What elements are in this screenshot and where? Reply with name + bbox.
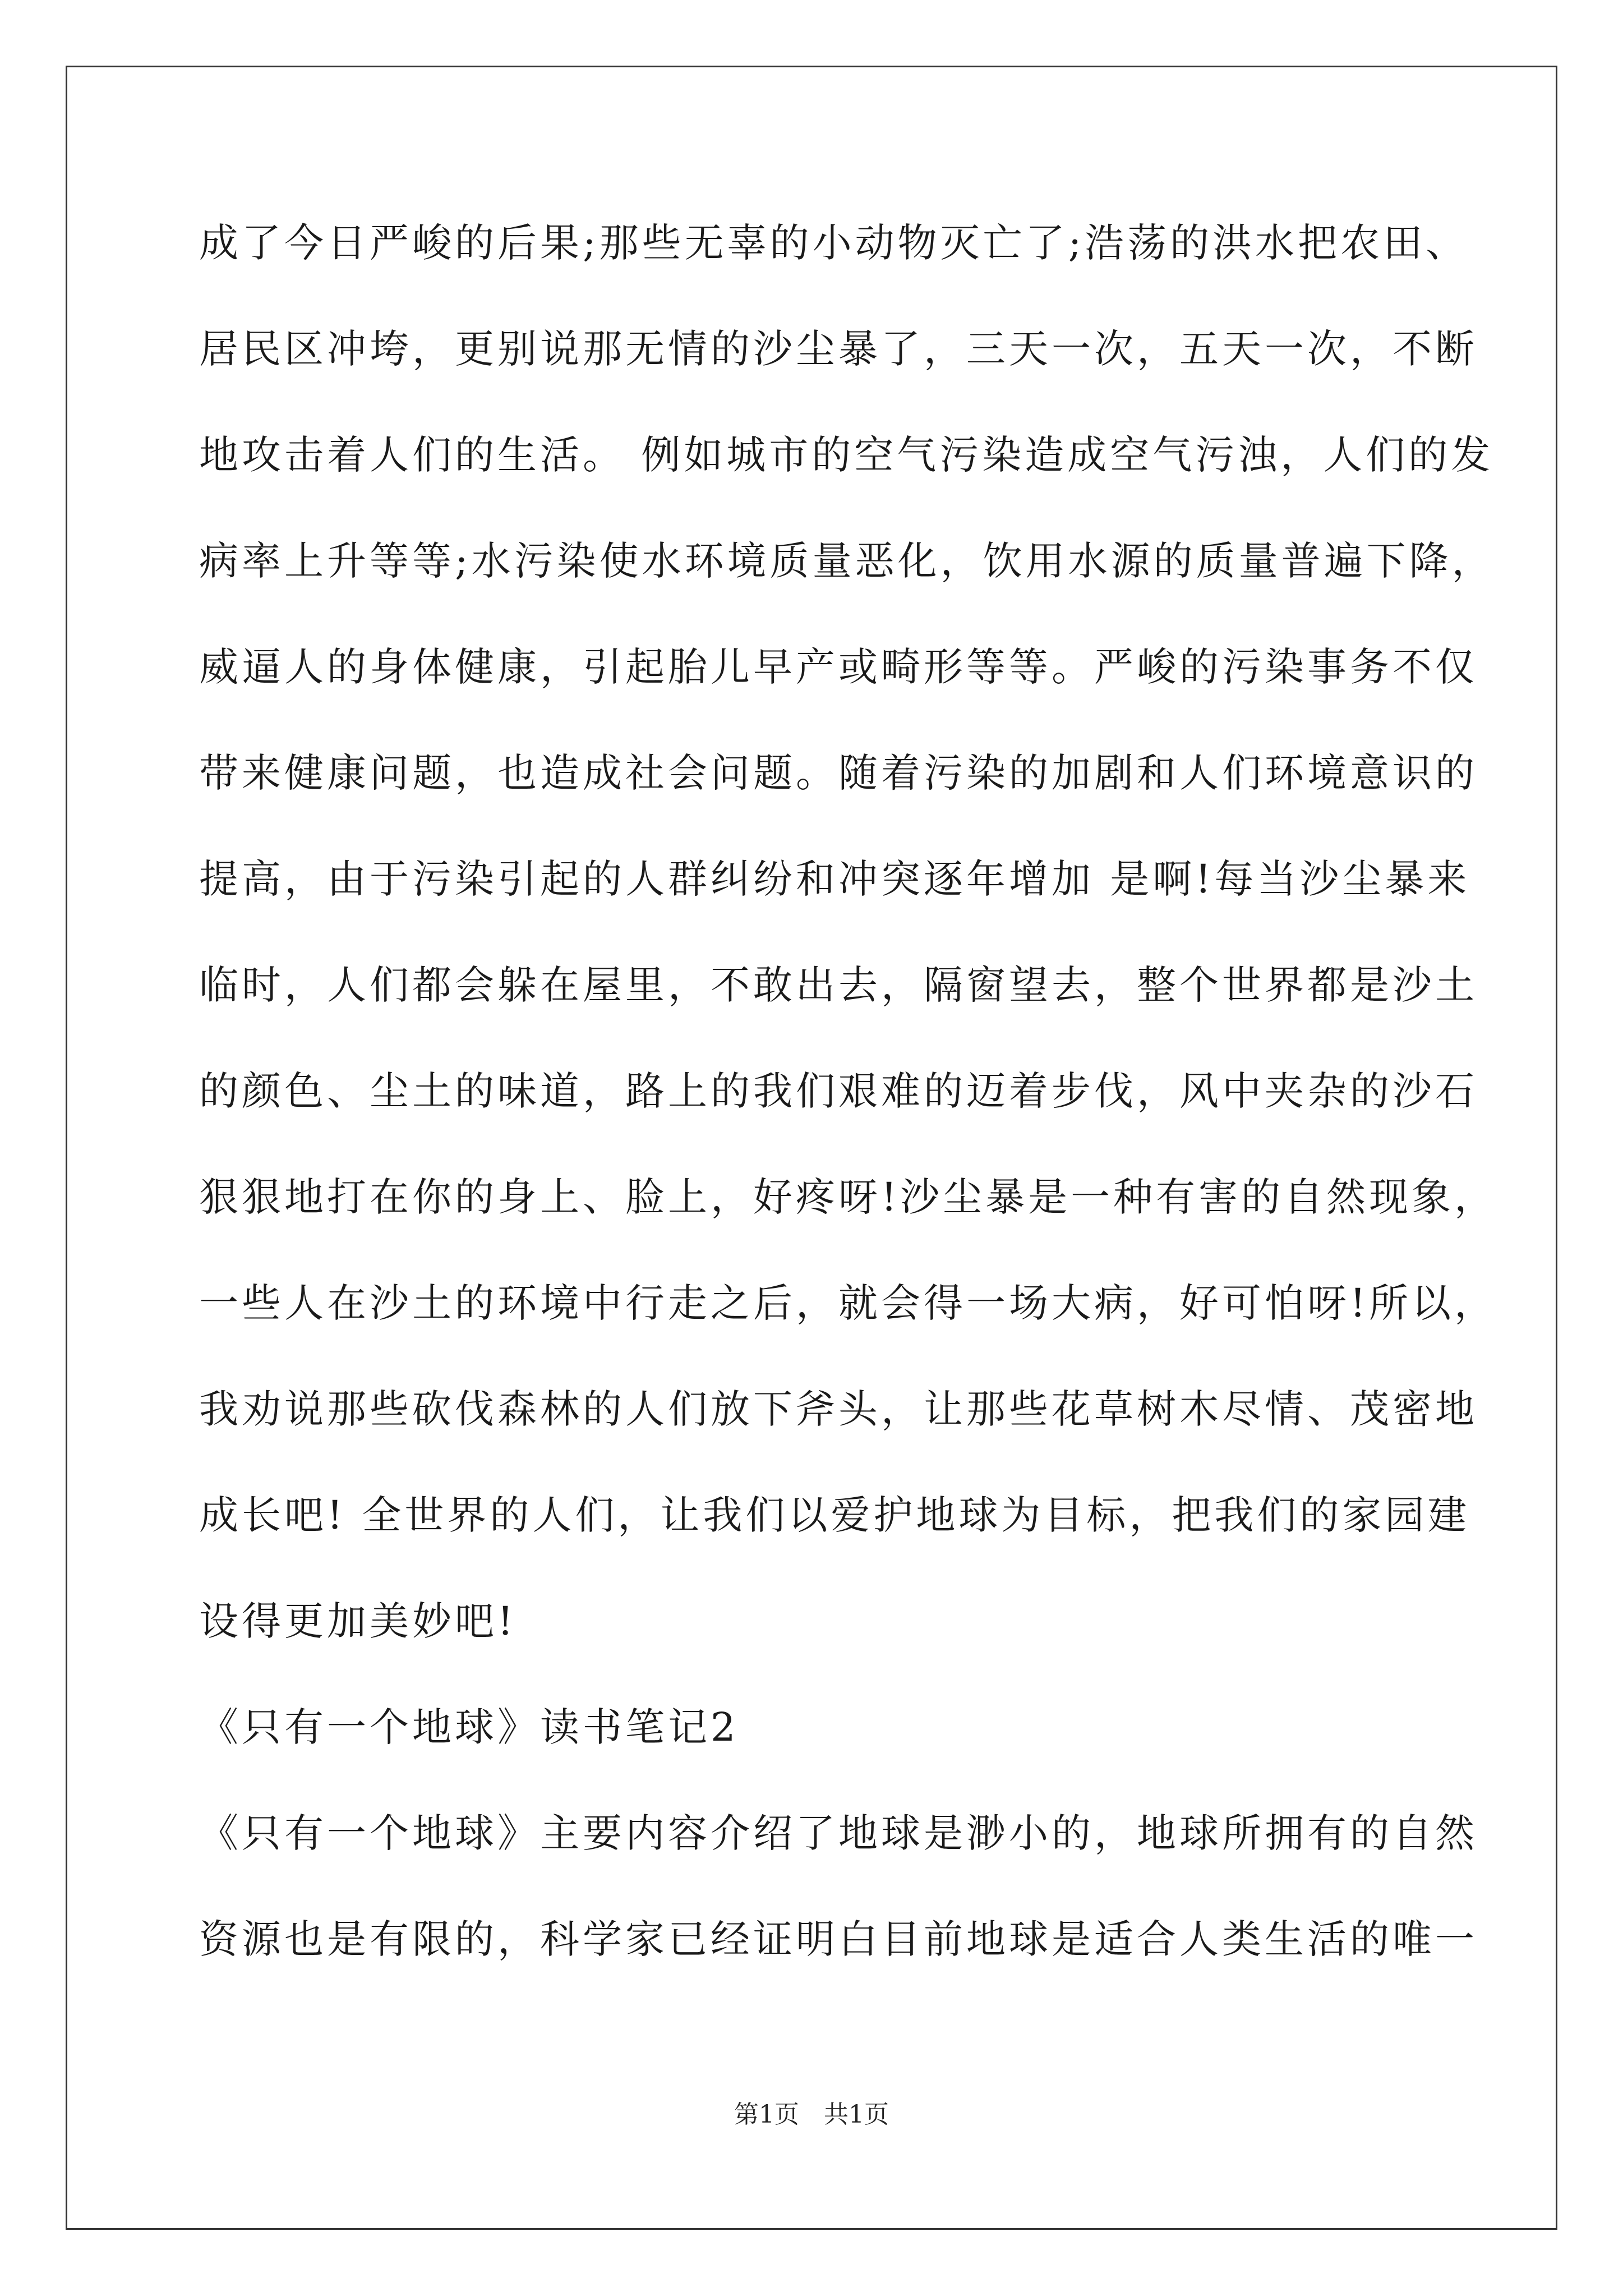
text-line: 病率上升等等;水污染使水环境质量恶化，饮用水源的质量普遍下降， bbox=[199, 538, 1495, 584]
text-line: 成了今日严峻的后果;那些无辜的小动物灭亡了;浩荡的洪水把农田、 bbox=[199, 220, 1469, 266]
text-line: 的颜色、尘土的味道，路上的我们艰难的迈着步伐，风中夹杂的沙石 bbox=[199, 1068, 1478, 1114]
text-line: 威逼人的身体健康，引起胎儿早产或畸形等等。严峻的污染事务不仅 bbox=[199, 644, 1478, 690]
page-number: 第1页 共1页 bbox=[734, 2100, 889, 2129]
text-line: 居民区冲垮，更别说那无情的沙尘暴了，三天一次，五天一次，不断 bbox=[199, 326, 1478, 372]
text-line: 我劝说那些砍伐森林的人们放下斧头，让那些花草树木尽情、茂密地 bbox=[199, 1386, 1478, 1432]
text-line: 成长吧! 全世界的人们，让我们以爱护地球为目标，把我们的家园建 bbox=[199, 1492, 1470, 1538]
text-line: 临时，人们都会躲在屋里，不敢出去，隔窗望去，整个世界都是沙土 bbox=[199, 962, 1478, 1008]
section-heading: 《只有一个地球》读书笔记2 bbox=[199, 1704, 739, 1750]
text-line: 地攻击着人们的生活。 例如城市的空气污染造成空气污浊，人们的发 bbox=[199, 432, 1494, 478]
text-line: 狠狠地打在你的身上、脸上，好疼呀!沙尘暴是一种有害的自然现象， bbox=[199, 1174, 1497, 1220]
text-line: 一些人在沙土的环境中行走之后，就会得一场大病，好可怕呀!所以， bbox=[199, 1280, 1497, 1326]
document-body bbox=[199, 216, 1497, 2018]
text-line: 资源也是有限的，科学家已经证明白目前地球是适合人类生活的唯一 bbox=[199, 1916, 1478, 1962]
text-line: 提高，由于污染引起的人群纠纷和冲突逐年增加 是啊!每当沙尘暴来 bbox=[199, 856, 1470, 902]
text-line: 设得更加美妙吧! bbox=[199, 1598, 517, 1644]
text-line: 带来健康问题，也造成社会问题。随着污染的加剧和人们环境意识的 bbox=[199, 750, 1478, 796]
text-line: 《只有一个地球》主要内容介绍了地球是渺小的，地球所拥有的自然 bbox=[199, 1810, 1478, 1856]
page-footer bbox=[0, 2098, 1623, 2132]
